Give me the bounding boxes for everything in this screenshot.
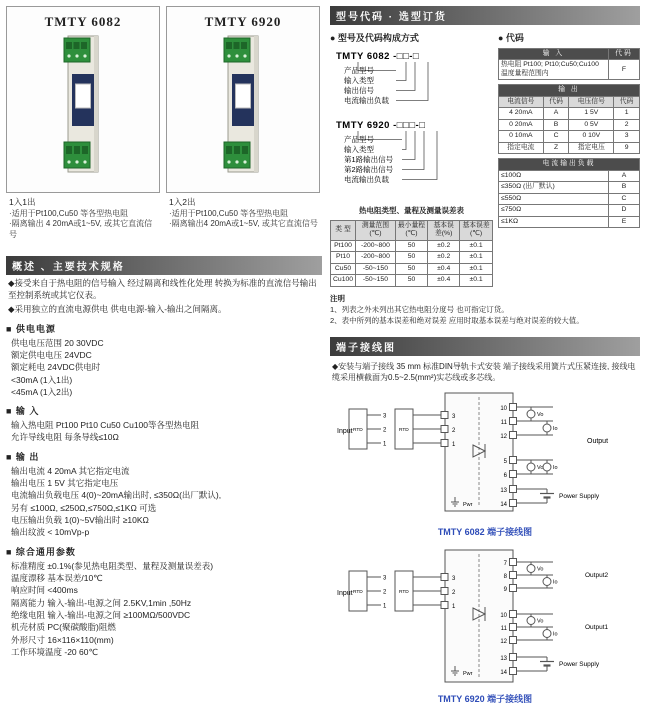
left-column <box>6 6 322 658</box>
svg-text:Power Supply: Power Supply <box>559 661 600 669</box>
spec-section-title: ■ 供电电源 <box>6 323 56 334</box>
svg-text:1: 1 <box>383 441 387 448</box>
spec-line: 隔离能力 输入-输出-电源之间 2.5KV,1min ,50Hz <box>11 597 192 608</box>
spec-line: 绝缘电阻 输入-输出-电源之间 ≥100MΩ/500VDC <box>11 609 191 620</box>
spec-line: 额定供电电压 24VDC <box>11 349 92 360</box>
product-showcase <box>6 6 322 240</box>
svg-text:Vo: Vo <box>537 618 544 625</box>
diagram-caption-6082: TMTY 6082 端子接线图 <box>437 527 533 538</box>
load-code-table: 电流输出负载 ≤100Ω A ≤350Ω (出厂默认) B ≤550Ω C ≤750Ω D ≤1KΩ E <box>498 158 640 228</box>
svg-text:Vo: Vo <box>537 412 544 419</box>
svg-text:产品型号: 产品型号 <box>344 66 374 75</box>
product-cell-6082 <box>6 6 160 240</box>
wiring-diagram-6082 <box>335 385 635 525</box>
spec-line: 标准精度 ±0.1%(参见热电阻类型、量程及测量误差表) <box>11 560 214 571</box>
svg-text:Vo: Vo <box>537 566 544 573</box>
svg-text:Input: Input <box>337 428 353 436</box>
svg-text:Pwr: Pwr <box>463 502 473 509</box>
svg-text:5: 5 <box>503 459 507 466</box>
product-io-label: 1入1出 <box>9 197 36 207</box>
svg-text:1: 1 <box>383 603 387 610</box>
svg-text:输出信号: 输出信号 <box>344 86 374 95</box>
svg-text:产品型号: 产品型号 <box>344 135 374 144</box>
svg-text:第1路输出信号: 第1路输出信号 <box>344 155 394 164</box>
svg-text:12: 12 <box>500 639 507 646</box>
spec-section-title: ■ 综合通用参数 <box>6 546 76 557</box>
spec-section-power <box>6 322 322 399</box>
svg-text:6: 6 <box>503 473 507 480</box>
note-line: 1、列表之外未列出其它热电阻分度号 也可指定订货。 <box>330 305 509 315</box>
svg-text:2: 2 <box>383 427 387 434</box>
svg-text:输入类型: 输入类型 <box>344 145 374 154</box>
svg-text:3: 3 <box>452 576 456 583</box>
svg-text:Io: Io <box>553 426 558 433</box>
svg-text:13: 13 <box>500 656 507 663</box>
spec-line: 额定耗电 24VDC供电时 <box>11 362 101 373</box>
spec-line: 另有 ≤100Ω, ≤250Ω,≤750Ω,≤1KΩ 可选 <box>11 502 157 513</box>
spec-section-output <box>6 450 322 539</box>
svg-text:Vo: Vo <box>537 465 544 472</box>
svg-text:12: 12 <box>500 434 507 441</box>
svg-text:2: 2 <box>452 428 456 435</box>
product-bullet: ·隔离输出4 20mA或1~5V, 或其它直流信号 <box>169 219 318 229</box>
svg-text:10: 10 <box>500 406 507 413</box>
rtd-table-title: 热电阻类型、量程及测量误差表 <box>359 206 464 215</box>
section-header-wiring: 端子接线图 <box>330 337 640 356</box>
svg-text:RTD: RTD <box>353 428 363 434</box>
spec-line: 输入热电阻 Pt100 Pt10 Cu50 Cu100等各型热电阻 <box>11 420 200 431</box>
svg-text:11: 11 <box>500 420 507 427</box>
rtd-error-table: 类 型 测量范围(℃) 最小量程(℃) 基本误差(%) 基本误差(℃) Pt100 -200~800 50 ±0.2 ±0.1 Pt10 -200~800 50 ±0.2 ±0.1 Cu50 -50~150 50 ±0.4 ±0.1 Cu100 -50~150 50 ±0.4 ±0.1 <box>330 220 493 287</box>
product-card-6920 <box>166 6 320 193</box>
svg-text:Io: Io <box>553 579 558 586</box>
spec-line: 输出电流 4 20mA 其它指定电流 <box>11 465 130 476</box>
svg-text:3: 3 <box>452 414 456 421</box>
section-header-overview: 概述 、主要技术规格 <box>6 256 322 275</box>
product-photo-6920 <box>214 34 272 174</box>
svg-text:1: 1 <box>452 604 456 611</box>
method-title: ● 型号及代码构成方式 <box>330 33 419 43</box>
svg-text:Io: Io <box>553 465 558 472</box>
spec-line: 工作环境温度 -20 60℃ <box>11 646 99 657</box>
wiring-note: ◆安装与端子接线 35 mm 标准DIN导轨卡式安装 端子接线采用簧片式压紧连接, 接线电缆采用横截面为0.5~2.5(mm²)实芯线或多芯线。 <box>332 361 636 382</box>
svg-text:Output1: Output1 <box>585 624 609 632</box>
spec-line: <30mA (1入1出) <box>11 374 73 385</box>
spec-line: 响应时间 <400ms <box>11 585 78 596</box>
ordering-left <box>330 25 493 287</box>
svg-text:1: 1 <box>452 442 456 449</box>
spec-line: 温度漂移 基本误差/10℃ <box>11 572 103 583</box>
code-title: ● 代码 <box>498 33 524 43</box>
svg-text:TMTY 6920 -□□□-□: TMTY 6920 -□□□-□ <box>336 120 426 131</box>
model-code-tree-6920 <box>330 116 493 190</box>
svg-text:RTD: RTD <box>353 590 363 596</box>
spec-section-title: ■ 输 出 <box>6 451 40 462</box>
spec-line: 输出纹波 < 10mVp-p <box>11 527 90 538</box>
ordering-notes <box>330 293 640 327</box>
svg-text:Output2: Output2 <box>585 572 609 580</box>
spec-line: 输出电压 1 5V 其它指定电压 <box>11 478 119 489</box>
svg-text:第2路输出信号: 第2路输出信号 <box>344 165 394 174</box>
notes-title: 注明 <box>330 293 345 303</box>
svg-text:TMTY 6082 -□□-□: TMTY 6082 -□□-□ <box>336 51 420 62</box>
svg-text:输入类型: 输入类型 <box>344 76 374 85</box>
svg-text:3: 3 <box>383 575 387 582</box>
svg-text:2: 2 <box>383 589 387 596</box>
svg-text:14: 14 <box>500 670 507 677</box>
svg-text:Io: Io <box>553 631 558 638</box>
input-code-table: 输 入 代码 热电阻 Pt100; Pt10;Cu50;Cu100 温度量程范围内 F <box>498 48 640 80</box>
diagram-caption-6920: TMTY 6920 端子接线图 <box>437 694 533 705</box>
svg-text:RTD: RTD <box>399 590 409 596</box>
svg-text:RTD: RTD <box>399 428 409 434</box>
svg-text:Output: Output <box>587 438 609 446</box>
svg-text:10: 10 <box>500 613 507 620</box>
product-bullet: ·适用于Pt100,Cu50 等各型热电阻 <box>169 209 289 218</box>
spec-line: 机壳材质 PC(聚碳酸脂)阻燃 <box>11 622 116 633</box>
wiring-diagram-6920 <box>335 542 635 692</box>
spec-line: 允许导线电阻 每条导线≤10Ω <box>11 432 119 443</box>
svg-text:13: 13 <box>500 488 507 495</box>
product-model-title: TMTY 6920 <box>204 14 282 29</box>
svg-text:Input: Input <box>337 590 353 598</box>
spec-section-general <box>6 545 322 659</box>
note-line: 2、表中所列的基本误差和绝对误差 应用时取基本误差与绝对误差的较大值。 <box>330 316 584 326</box>
svg-text:Pwr: Pwr <box>463 671 473 678</box>
overview-bullet: ◆采用独立的直流电源供电 供电电源-输入-输出之间隔离。 <box>8 304 227 315</box>
product-bullet: ·适用于Pt100,Cu50 等各型热电阻 <box>9 209 129 218</box>
svg-text:9: 9 <box>503 587 507 594</box>
svg-text:11: 11 <box>500 626 507 633</box>
svg-text:Power Supply: Power Supply <box>559 493 600 501</box>
spec-line: 电流输出负载电压 4(0)~20mA输出时, ≤350Ω(出厂默认), <box>11 490 222 501</box>
svg-text:2: 2 <box>452 590 456 597</box>
product-card-6082 <box>6 6 160 193</box>
section-header-ordering: 型号代码 · 选型订货 <box>330 6 640 25</box>
output-code-table: 输 出 电流信号 代码 电压信号 代码 4 20mA A 1 5V 1 0 20mA B 0 5V 2 0 10mA C 0 10V 3 指定电流 Z 指定电压 9 <box>498 84 640 154</box>
ordering-grid <box>330 25 640 287</box>
svg-text:14: 14 <box>500 502 507 509</box>
svg-text:电流输出负载: 电流输出负载 <box>344 175 389 184</box>
spec-section-input <box>6 404 322 444</box>
product-bullet: ·隔离输出 4 20mA或1~5V, 或其它直流信号 <box>9 219 153 239</box>
product-io-label: 1入2出 <box>169 197 196 207</box>
model-code-tree-6082 <box>330 47 493 111</box>
svg-text:3: 3 <box>383 413 387 420</box>
spec-line: <45mA (1入2出) <box>11 386 73 397</box>
product-model-title: TMTY 6082 <box>44 14 122 29</box>
svg-text:8: 8 <box>503 574 507 581</box>
spec-line: 供电电压范围 20 30VDC <box>11 337 104 348</box>
svg-text:电流输出负载: 电流输出负载 <box>344 96 389 105</box>
svg-text:7: 7 <box>503 561 507 568</box>
product-photo-6082 <box>54 34 112 174</box>
product-cell-6920 <box>166 6 320 240</box>
ordering-right <box>498 25 640 228</box>
spec-line: 外形尺寸 16×116×110(mm) <box>11 634 114 645</box>
right-column <box>330 6 640 709</box>
overview-bullet: ◆接受来自于热电阻的信号输入 经过隔离和线性化处理 转换为标准的直流信号输出至控制系统或其它仪表。 <box>8 278 317 300</box>
spec-section-title: ■ 输 入 <box>6 406 40 417</box>
spec-line: 电压输出负载 1(0)~5V输出时 ≥10KΩ <box>11 515 149 526</box>
